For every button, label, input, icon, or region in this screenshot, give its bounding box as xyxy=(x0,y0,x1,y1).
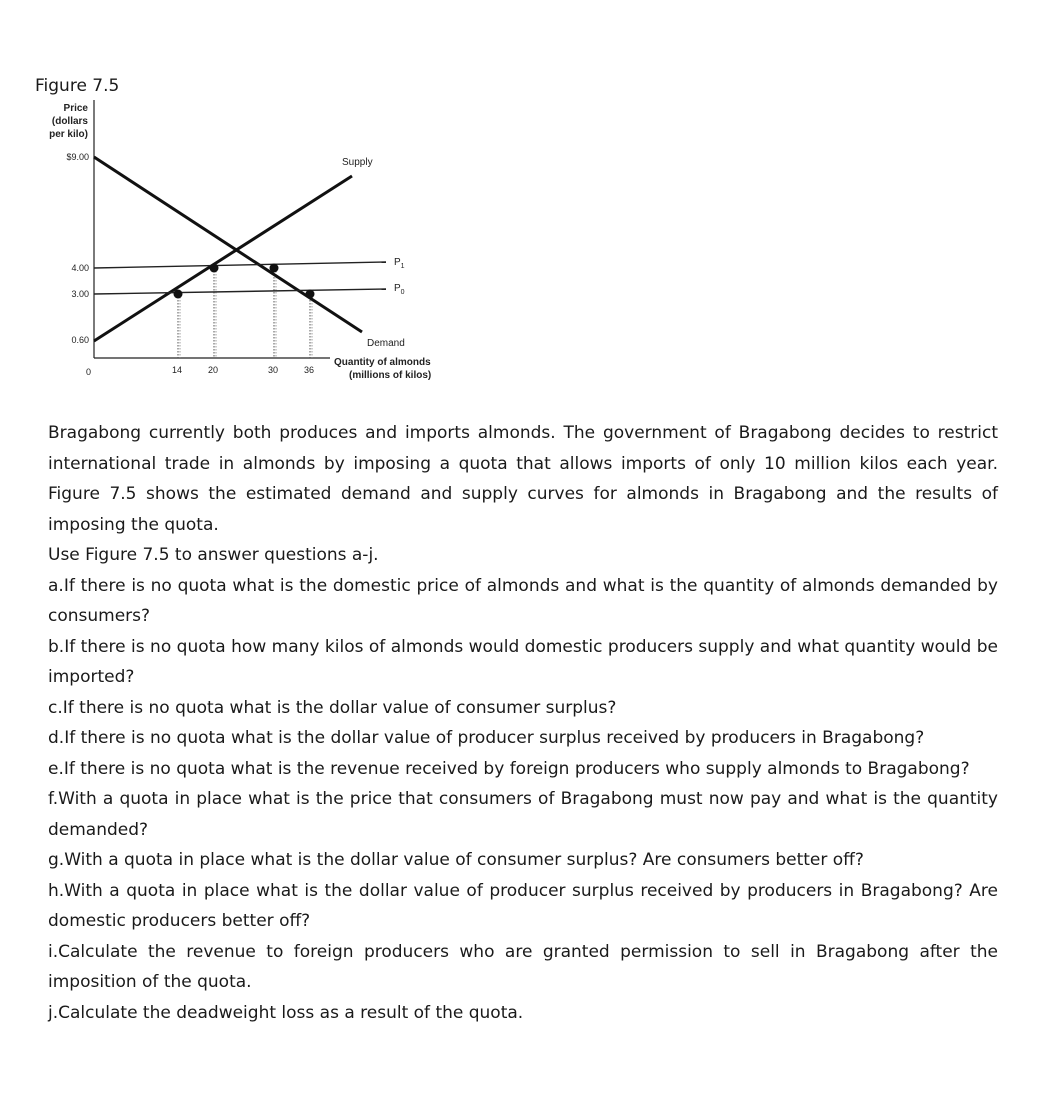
y-tick-label: 0.60 xyxy=(71,335,89,345)
figure-title: Figure 7.5 xyxy=(35,76,120,96)
y-axis-label-line: (dollars xyxy=(51,116,88,127)
question-i: i.Calculate the revenue to foreign producers who are granted permission to sell in Bragabong after the imposition of the quota. xyxy=(48,941,998,992)
x-axis-label xyxy=(334,357,431,381)
supply-label: Supply xyxy=(342,157,373,168)
y-tick-label: 4.00 xyxy=(71,263,89,273)
p1-label: $P_1$ xyxy=(394,257,405,270)
question-h: h.With a quota in place what is the dollar value of producer surplus received by producers in Bragabong? Are domestic producers better off? xyxy=(48,880,998,931)
demand-curve xyxy=(94,157,362,332)
demand-label: Demand xyxy=(367,338,405,349)
p1-price-line xyxy=(94,262,386,268)
question-e: e.If there is no quota what is the revenue received by foreign producers who supply almonds to Bragabong? xyxy=(48,758,970,779)
intro-paragraph: Bragabong currently both produces and imports almonds. The government of Bragabong decides to restrict international trade in almonds by imposing a quota that allows imports of only 10 million kilos each year. Figure 7.5 shows the estimated demand and supply curves for almonds in Bragabong and the results of imposing the quota. xyxy=(48,423,998,535)
x-axis-label-line: (millions of kilos) xyxy=(349,370,432,381)
x-tick-label: 30 xyxy=(267,365,279,375)
question-c: c.If there is no quota what is the dollar value of consumer surplus? xyxy=(48,697,617,718)
instruction: Use Figure 7.5 to answer questions a-j. xyxy=(48,545,379,565)
question-d: d.If there is no quota what is the dollar value of producer surplus received by producers in Bragabong? xyxy=(48,728,925,748)
x-axis-label-line: Quantity of almonds xyxy=(334,357,431,368)
question-f: f.With a quota in place what is the price that consumers of Bragabong must now pay and what is the quantity demanded? xyxy=(48,789,998,840)
p0-label: $P_0$ xyxy=(394,283,405,296)
y-tick-label: 0 xyxy=(86,367,92,377)
question-a: a.If there is no quota what is the domestic price of almonds and what is the quantity of almonds demanded by consumers? xyxy=(48,575,998,626)
question-g: g.With a quota in place what is the dollar value of consumer surplus? Are consumers better off? xyxy=(48,850,864,870)
y-axis-label-line: Price xyxy=(63,103,88,114)
question-j: j.Calculate the deadweight loss as a result of the quota. xyxy=(48,1002,524,1023)
equilibrium-point xyxy=(174,290,183,299)
x-tick-label: 14 xyxy=(171,365,183,375)
question-b: b.If there is no quota how many kilos of almonds would domestic producers supply and what quantity would be imported? xyxy=(48,636,998,687)
x-tick-label: 36 xyxy=(303,365,315,375)
x-tick-label: 20 xyxy=(207,365,219,375)
p0-price-line xyxy=(94,289,386,294)
equilibrium-point xyxy=(306,290,315,299)
y-axis-label xyxy=(49,103,88,140)
equilibrium-point xyxy=(270,264,279,273)
supply-curve xyxy=(94,176,352,341)
y-tick-label: $9.00 xyxy=(66,152,89,162)
question-text xyxy=(48,418,998,1028)
supply-demand-chart xyxy=(0,0,520,400)
y-tick-label: 3.00 xyxy=(71,289,89,299)
y-axis-label-line: per kilo) xyxy=(49,129,88,140)
equilibrium-point xyxy=(210,264,219,273)
